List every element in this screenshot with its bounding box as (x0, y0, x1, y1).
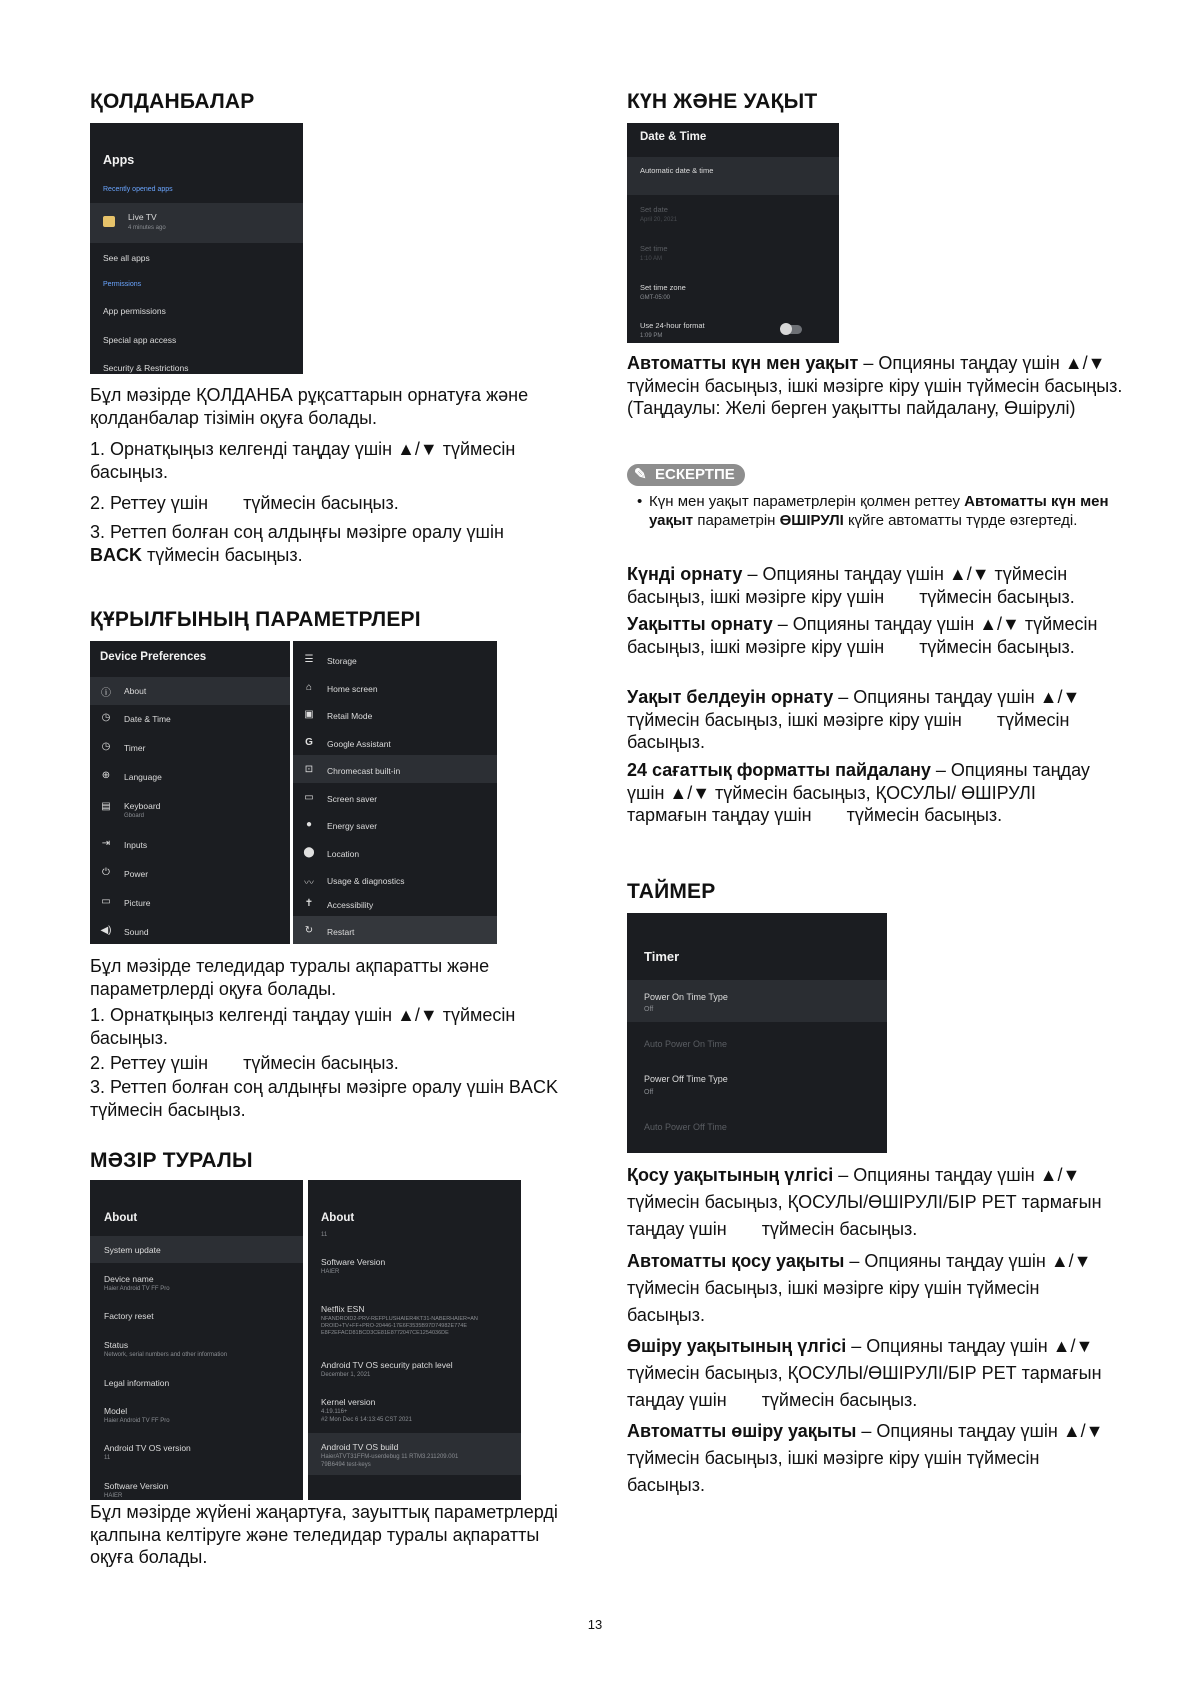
clock-icon: ◷ (101, 712, 111, 723)
about-kernel: Kernel version (321, 1397, 376, 1407)
about-left-title: About (104, 1212, 138, 1224)
device-left-screen (90, 641, 290, 944)
off-type-bold: Өшіру уақытының үлгісі (627, 1336, 847, 1356)
device-right-screen (293, 641, 497, 944)
location-icon: ⬤ (303, 847, 315, 858)
device-item-power: Power (124, 869, 149, 879)
power-plug-icon: ⏻ (102, 867, 110, 878)
datetime-set-date-desc (627, 563, 1132, 608)
about-right-title: About (321, 1212, 355, 1224)
apps-special-access: Special app access (103, 335, 177, 345)
datetime-set-time-desc (627, 613, 1132, 658)
timer-off-type-desc (627, 1333, 1132, 1414)
about-netflix-sub1: NFANDROID2-PRV-REFPLUSHAIER4KT31-NABERHAIER=AN (321, 1316, 478, 1322)
device-item-location: Location (327, 849, 360, 859)
about-netflix-sub2: DROID+TV+FF+PRO-20446-17E6F3535B97D74982E774E (321, 1323, 467, 1329)
about-right-screen (308, 1180, 521, 1500)
about-os-version-sub: 11 (104, 1455, 111, 1461)
about-factory-reset: Factory reset (104, 1311, 154, 1321)
set-date-text: – Опцияны таңдау үшін ▲/▼ түймесін басыңыз, ішкі мәзірге кіру үшін түймесін басыңыз. (627, 564, 1075, 607)
timer-heading: ТАЙМЕР (627, 880, 716, 903)
device-item-restart: Restart (327, 927, 355, 937)
note-badge (627, 464, 745, 486)
about-right-software-version-sub: HAIER (321, 1269, 340, 1275)
about-system-update: System update (104, 1245, 161, 1255)
timer-auto-on-desc (627, 1248, 1097, 1329)
bulb-icon: ● (305, 819, 313, 830)
cast-icon: ⊡ (304, 764, 314, 775)
about-netflix: Netflix ESN (321, 1304, 365, 1314)
about-left-screen (90, 1180, 303, 1500)
datetime-set-time-sub: 1:10 AM (640, 256, 663, 262)
apps-desc: Бұл мәзірде ҚОЛДАНБА рұқсаттарын орнатуға және қолданбалар тізімін оқуға болады. (90, 385, 529, 428)
about-status-sub: Network, serial numbers and other information (104, 1352, 228, 1358)
timer-on-type-desc (627, 1162, 1132, 1243)
about-build-sub2: 79B6494 test-keys (321, 1462, 371, 1468)
about-software-version-sub: HAIER (104, 1493, 123, 1499)
timer-screen-title: Timer (644, 949, 680, 964)
auto-off-text: – Опцияны таңдау үшін ▲/▼ түймесін басыңыз, ішкі мәзірге кіру үшін түймесін басыңыз. (627, 1421, 1104, 1495)
apps-screen (90, 123, 303, 374)
keyboard-icon: ▤ (101, 801, 111, 812)
set-date-bold: Күнді орнату (627, 564, 743, 584)
device-step3: 3. Реттеп болған соң алдыңғы мәзірге оралу үшін BACK түймесін басыңыз. (90, 1077, 558, 1120)
timer-icon: ◷ (101, 741, 111, 752)
speaker-icon: ◀) (100, 925, 112, 936)
apps-security: Security & Restrictions (103, 363, 189, 373)
datetime-24h-desc (627, 759, 1102, 827)
note-c: параметрін (693, 512, 780, 529)
restart-icon: ↻ (304, 925, 314, 936)
about-netflix-sub3: E8F2EFACD81BCD3CE81E8772047CE1254036DE (321, 1330, 449, 1336)
apps-screen-title: Apps (103, 153, 135, 167)
about-model: Model (104, 1406, 128, 1416)
live-tv-icon (103, 216, 115, 227)
device-heading: ҚҰРЫЛҒЫНЫҢ ПАРАМЕТРЛЕРІ (90, 608, 421, 631)
datetime-heading: КҮН ЖӘНЕ УАҚЫТ (627, 90, 818, 113)
apps-step3-back: BACK (90, 544, 142, 565)
datetime-set-time: Set time (640, 244, 668, 253)
auto-off-bold: Автоматты өшіру уақыты (627, 1421, 857, 1441)
home-icon: ⌂ (305, 682, 313, 693)
note-e: күйге автоматты түрде өзгертеді. (843, 512, 1078, 529)
info-icon: ⓘ (101, 688, 111, 699)
about-legal: Legal information (104, 1378, 170, 1388)
about-kernel-sub2: #2 Mon Dec 6 14:13:45 CST 2021 (321, 1417, 412, 1423)
note-label: ЕСКЕРТПЕ (655, 466, 735, 483)
datetime-screen-title: Date & Time (640, 131, 707, 143)
diagnostics-icon: 〰 (304, 878, 314, 889)
datetime-set-date-sub: April 20, 2021 (640, 217, 678, 223)
datetime-auto-text: – Опцияны таңдау үшін ▲/▼ түймесін басыңыз, ішкі мәзірге кіру үшін түймесін басыңыз. (Таңдаулы: Желі берген уақытты пайдалану, Өшірулі) (627, 353, 1123, 418)
note-d: ӨШІРУЛІ (779, 512, 844, 529)
retail-icon: ▣ (304, 709, 314, 720)
device-item-sound: Sound (124, 927, 149, 937)
device-keyboard-sub: Gboard (124, 813, 145, 819)
datetime-automatic: Automatic date & time (640, 166, 714, 175)
about-kernel-sub1: 4.19.116+ (321, 1409, 348, 1415)
apps-permissions-label: Permissions (103, 281, 142, 288)
timer-screen (627, 913, 887, 1153)
apps-live-tv: Live TV (128, 212, 157, 222)
apps-step3-a: 3. Реттеп болған соң алдыңғы мәзірге оралу үшін (90, 522, 504, 542)
auto-on-bold: Автоматты қосу уақыты (627, 1251, 845, 1271)
input-icon: ⇥ (101, 838, 111, 849)
about-device-name: Device name (104, 1274, 154, 1284)
tz-text: – Опцияны таңдау үшін ▲/▼ түймесін басыңыз, ішкі мәзірге кіру үшін түймесін басыңыз. (627, 687, 1086, 752)
about-build: Android TV OS build (321, 1442, 399, 1452)
note-a: Күн мен уақыт параметрлерін қолмен реттеу (649, 493, 965, 510)
device-item-home-screen: Home screen (327, 684, 378, 694)
accessibility-icon: ✝ (304, 898, 314, 909)
device-item-screen-saver: Screen saver (327, 794, 378, 804)
about-right-software-version: Software Version (321, 1257, 386, 1267)
apps-step3-c: түймесін басыңыз. (142, 544, 303, 565)
device-item-chromecast: Chromecast built-in (327, 766, 401, 776)
apps-see-all: See all apps (103, 253, 150, 263)
apps-heading: ҚОЛДАНБАЛАР (90, 90, 255, 113)
device-item-date-time: Date & Time (124, 714, 171, 724)
device-item-keyboard: Keyboard (124, 801, 161, 811)
about-build-sub1: HaierATVT31FFM-userdebug 11 RTM3.211209.001 (321, 1454, 459, 1460)
timer-power-on-type: Power On Time Type (644, 992, 728, 1002)
datetime-set-date: Set date (640, 205, 668, 214)
device-item-accessibility: Accessibility (327, 900, 374, 910)
device-item-language: Language (124, 772, 162, 782)
about-heading: МӘЗІР ТУРАЛЫ (90, 1149, 253, 1172)
device-item-retail-mode: Retail Mode (327, 711, 373, 721)
set-time-bold: Уақытты орнату (627, 614, 773, 634)
datetime-24h-sub: 1:09 PM (640, 333, 663, 339)
device-item-timer: Timer (124, 743, 146, 753)
about-patch-sub: December 1, 2021 (321, 1372, 371, 1378)
datetime-screen (627, 123, 839, 343)
timer-auto-power-on: Auto Power On Time (644, 1039, 728, 1049)
datetime-auto-bold: Автоматты күн мен уақыт (627, 353, 859, 373)
apps-app-permissions: App permissions (103, 306, 166, 316)
f24-bold: 24 сағаттық форматты пайдалану (627, 760, 931, 780)
datetime-auto-desc (627, 352, 1132, 420)
auto-on-text: – Опцияны таңдау үшін ▲/▼ түймесін басыңыз, ішкі мәзірге кіру үшін түймесін басыңыз. (627, 1251, 1092, 1325)
timer-power-off-type-sub: Off (644, 1089, 654, 1096)
on-type-text: – Опцияны таңдау үшін ▲/▼ түймесін басыңыз, ҚОСУЛЫ/ӨШІРУЛІ/БІР РЕТ тармағын таңдау үшін түймесін басыңыз. (627, 1165, 1107, 1239)
device-item-energy-saver: Energy saver (327, 821, 378, 831)
apps-step3 (90, 521, 590, 566)
page-number: 13 (587, 1617, 603, 1632)
apps-live-tv-sub: 4 minutes ago (128, 225, 166, 231)
timer-power-on-type-sub: Off (644, 1006, 654, 1013)
off-type-text: – Опцияны таңдау үшін ▲/▼ түймесін басыңыз, ҚОСУЛЫ/ӨШІРУЛІ/БІР РЕТ тармағын таңдау үшін түймесін басыңыз. (627, 1336, 1107, 1410)
f24-text: – Опцияны таңдау үшін ▲/▼ түймесін басыңыз, ҚОСУЛЫ/ ӨШІРУЛІ тармағын таңдау үшін түймесін басыңыз. (627, 760, 1095, 825)
note-pencil-icon: ✎ (634, 466, 647, 483)
about-model-sub: Haier Android TV FF Pro (104, 1418, 170, 1424)
datetime-note (637, 492, 1137, 530)
device-item-about: About (124, 686, 147, 696)
apps-step1: 1. Орнатқыңыз келгенді таңдау үшін ▲/▼ түймесін басыңыз. (90, 439, 516, 482)
note-b: Автоматты күн мен уақыт (649, 493, 1109, 529)
monitor-icon: ▭ (101, 896, 111, 907)
device-step2: 2. Реттеу үшін түймесін басыңыз. (90, 1053, 399, 1073)
device-item-google-assistant: Google Assistant (327, 739, 391, 749)
datetime-24h: Use 24-hour format (640, 321, 705, 330)
device-item-picture: Picture (124, 898, 151, 908)
about-os-version: Android TV OS version (104, 1443, 191, 1453)
datetime-time-zone: Set time zone (640, 283, 686, 292)
about-desc: Бұл мәзірде жүйені жаңартуға, зауыттық параметрлерді қалпына келтіруге және теледидар туралы ақпаратты оқуға болады. (90, 1502, 558, 1567)
device-desc: Бұл мәзірде теледидар туралы ақпаратты және параметрлерді оқуға болады. (90, 956, 490, 999)
google-icon: G (305, 737, 313, 748)
screensaver-icon: ▭ (304, 792, 314, 803)
timer-auto-power-off: Auto Power Off Time (644, 1122, 727, 1132)
tz-bold: Уақыт белдеуін орнату (627, 687, 834, 707)
storage-icon: ☰ (304, 654, 314, 665)
device-left-title: Device Preferences (100, 651, 207, 663)
note-bullet: • (637, 493, 643, 510)
apps-recent-label: Recently opened apps (103, 186, 173, 193)
about-device-name-sub: Haier Android TV FF Pro (104, 1286, 170, 1292)
globe-icon: ⊕ (101, 770, 111, 781)
timer-power-off-type: Power Off Time Type (644, 1074, 728, 1084)
device-step1: 1. Орнатқыңыз келгенді таңдау үшін ▲/▼ түймесін басыңыз. (90, 1005, 516, 1048)
about-patch: Android TV OS security patch level (321, 1360, 453, 1370)
device-item-storage: Storage (327, 656, 357, 666)
datetime-time-zone-sub: GMT-05:00 (640, 295, 671, 301)
about-right-top-sub: 11 (321, 1232, 328, 1238)
device-item-usage-diagnostics: Usage & diagnostics (327, 876, 405, 886)
apps-step2: 2. Реттеу үшін түймесін басыңыз. (90, 493, 399, 513)
on-type-bold: Қосу уақытының үлгісі (627, 1165, 834, 1185)
about-software-version: Software Version (104, 1481, 169, 1491)
set-time-text: – Опцияны таңдау үшін ▲/▼ түймесін басыңыз, ішкі мәзірге кіру үшін түймесін басыңыз. (627, 614, 1103, 657)
timer-auto-off-desc (627, 1418, 1117, 1499)
datetime-tz-desc (627, 686, 1132, 754)
device-item-inputs: Inputs (124, 840, 148, 850)
format24-toggle-knob (780, 323, 792, 335)
about-status: Status (104, 1340, 129, 1350)
